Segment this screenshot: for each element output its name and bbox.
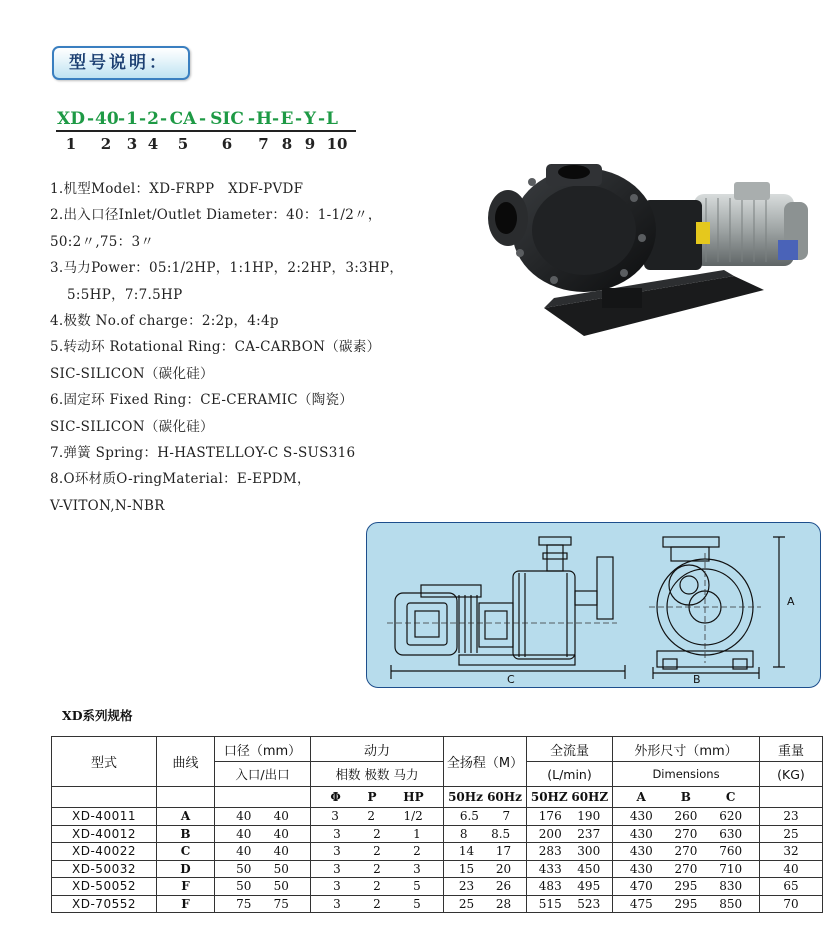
cell-caliber — [215, 843, 311, 861]
cell-dim-b: 270 — [674, 861, 698, 876]
code-number: 2 — [100, 135, 112, 153]
drawing-lines — [367, 523, 821, 688]
cell-dim-c: 760 — [719, 844, 743, 859]
header-power-sub: 相数 极数 马力 — [311, 762, 444, 787]
cell-flow — [527, 895, 613, 913]
cell-weight: 40 — [760, 860, 823, 878]
table-row — [52, 843, 823, 861]
cell-flow — [527, 843, 613, 861]
cell-inlet: 50 — [236, 879, 252, 894]
code-part: XD — [57, 109, 85, 129]
code-part: L — [326, 109, 338, 129]
cell-head — [444, 895, 527, 913]
header-model: 型式 — [52, 737, 157, 787]
code-dash: - — [86, 109, 95, 129]
cell-hp: 1 — [413, 826, 421, 841]
cell-weight: 70 — [760, 895, 823, 913]
cell-curve: B — [157, 825, 215, 843]
cell-dim-b: 270 — [674, 844, 698, 859]
table-row — [52, 878, 823, 896]
desc-line: 3.马力Power：05:1/2HP，1:1HP，2:2HP，3:3HP， — [50, 260, 404, 277]
cell-flow — [527, 860, 613, 878]
code-number: 8 — [281, 135, 293, 153]
cell-dim-b: 270 — [674, 826, 698, 841]
unit-power — [311, 787, 444, 808]
dim-label-a: A — [787, 595, 795, 608]
cell-outlet: 50 — [273, 861, 289, 876]
cell-dims — [613, 895, 760, 913]
dim-label-b: B — [693, 673, 701, 686]
cell-head60: 8.5 — [491, 826, 511, 841]
table-row — [52, 825, 823, 843]
cell-head60: 26 — [495, 879, 512, 894]
cell-flow50: 515 — [538, 896, 562, 911]
cell-pole: 2 — [367, 809, 375, 824]
cell-curve: D — [157, 860, 215, 878]
cell-dim-a: 430 — [629, 861, 653, 876]
code-underline — [56, 130, 356, 132]
cell-flow50: 283 — [538, 844, 562, 859]
unit-cell-empty — [215, 787, 311, 808]
cell-dim-c: 620 — [719, 809, 743, 824]
cell-inlet: 40 — [236, 826, 252, 841]
desc-line: 6.固定环 Fixed Ring：CE-CERAMIC（陶瓷） — [50, 392, 354, 409]
unit-cell-empty — [52, 787, 157, 808]
cell-pole: 2 — [373, 879, 381, 894]
cell-flow60: 190 — [577, 809, 601, 824]
desc-line: 2.出入口径Inlet/Outlet Diameter：40：1-1/2〃， — [50, 207, 382, 224]
code-number: 9 — [304, 135, 316, 153]
cell-phase: 3 — [333, 844, 341, 859]
cell-power — [311, 808, 444, 826]
code-dash: - — [159, 109, 168, 129]
cell-dim-b: 295 — [674, 879, 698, 894]
cell-phase: 3 — [333, 861, 341, 876]
cell-head50: 23 — [458, 879, 475, 894]
cell-outlet: 40 — [273, 826, 289, 841]
spec-table — [51, 736, 823, 913]
cell-phase: 3 — [331, 809, 339, 824]
cell-head50: 6.5 — [459, 809, 479, 824]
cell-power — [311, 843, 444, 861]
header-caliber: 口径（mm） — [215, 737, 311, 762]
code-dash: - — [317, 109, 326, 129]
unit-head60: 60Hz — [487, 790, 522, 804]
cell-flow60: 300 — [577, 844, 601, 859]
cell-inlet: 40 — [236, 844, 252, 859]
cell-dims — [613, 878, 760, 896]
unit-flow — [527, 787, 613, 808]
unit-pole: P — [367, 790, 377, 804]
cell-dims — [613, 843, 760, 861]
unit-flow50: 50HZ — [530, 790, 568, 804]
header-weight-sub: (KG) — [760, 762, 823, 787]
code-part: SIC — [210, 109, 244, 129]
header-caliber-sub: 入口/出口 — [215, 762, 311, 787]
cell-hp: 3 — [413, 861, 421, 876]
cell-head60: 17 — [495, 844, 512, 859]
cell-caliber — [215, 895, 311, 913]
cell-head — [444, 843, 527, 861]
cell-dim-a: 475 — [629, 896, 653, 911]
cell-dim-c: 710 — [719, 861, 743, 876]
dimension-drawing — [366, 522, 821, 688]
header-curve: 曲线 — [157, 737, 215, 787]
cell-head60: 7 — [502, 809, 511, 824]
cell-weight: 25 — [760, 825, 823, 843]
desc-line: 5:5HP，7:7.5HP — [67, 286, 183, 303]
cell-phase: 3 — [333, 896, 341, 911]
cell-caliber — [215, 825, 311, 843]
section-title: 型号说明： — [52, 46, 190, 80]
cell-inlet: 50 — [236, 861, 252, 876]
cell-flow50: 483 — [538, 879, 562, 894]
code-part: 40 — [95, 109, 119, 129]
unit-dims — [613, 787, 760, 808]
cell-weight: 65 — [760, 878, 823, 896]
desc-line: SIC-SILICON（碳化硅） — [50, 418, 214, 435]
cell-model: XD-40011 — [52, 808, 157, 826]
unit-a: A — [636, 790, 646, 804]
unit-b: B — [680, 790, 691, 804]
cell-dims — [613, 860, 760, 878]
desc-line: V-VITON,N-NBR — [50, 497, 165, 514]
cell-head50: 15 — [458, 861, 475, 876]
desc-line: 7.弹簧 Spring：H-HASTELLOY-C S-SUS316 — [50, 445, 356, 462]
cell-caliber — [215, 808, 311, 826]
code-dash: - — [271, 109, 280, 129]
cell-power — [311, 860, 444, 878]
desc-line: 50:2〃,75：3〃 — [50, 233, 155, 250]
cell-caliber — [215, 878, 311, 896]
code-number: 1 — [65, 135, 77, 153]
cell-flow60: 523 — [577, 896, 601, 911]
cell-dim-a: 430 — [629, 826, 653, 841]
unit-cell-empty — [760, 787, 823, 808]
cell-pole: 2 — [373, 826, 381, 841]
cell-head50: 14 — [458, 844, 475, 859]
cell-dim-c: 630 — [719, 826, 743, 841]
header-dims-sub: Dimensions — [613, 762, 760, 787]
cell-outlet: 40 — [273, 844, 289, 859]
cell-dim-c: 830 — [719, 879, 743, 894]
cell-model: XD-40022 — [52, 843, 157, 861]
cell-model: XD-50052 — [52, 878, 157, 896]
code-number: 6 — [221, 135, 233, 153]
cell-caliber — [215, 860, 311, 878]
cell-head60: 20 — [495, 861, 512, 876]
cell-head60: 28 — [495, 896, 512, 911]
cell-power — [311, 895, 444, 913]
pump-product-image — [484, 158, 814, 348]
code-part: Y — [303, 109, 317, 129]
cell-hp: 5 — [413, 879, 421, 894]
cell-dim-a: 470 — [629, 879, 653, 894]
cell-head50: 8 — [459, 826, 468, 841]
unit-head — [444, 787, 527, 808]
model-code-numbers — [56, 136, 356, 152]
code-part: 2 — [147, 109, 159, 129]
cell-outlet: 75 — [273, 896, 289, 911]
code-dash: - — [117, 109, 126, 129]
cell-head — [444, 878, 527, 896]
cell-curve: F — [157, 878, 215, 896]
cell-flow60: 495 — [577, 879, 601, 894]
model-description — [50, 176, 490, 519]
spec-rows — [52, 808, 823, 913]
cell-outlet: 40 — [273, 809, 289, 824]
header-power: 动力 — [311, 737, 444, 762]
cell-inlet: 40 — [236, 809, 252, 824]
header-flow: 全流量 — [527, 737, 613, 762]
cell-flow — [527, 825, 613, 843]
cell-flow — [527, 878, 613, 896]
dim-label-c: C — [507, 673, 515, 686]
unit-cell-empty — [157, 787, 215, 808]
cell-head — [444, 808, 527, 826]
cell-dims — [613, 808, 760, 826]
cell-power — [311, 878, 444, 896]
code-part: H — [256, 109, 273, 129]
desc-line: 5.转动环 Rotational Ring：CA-CARBON（碳素） — [50, 339, 381, 356]
code-number: 7 — [258, 135, 269, 153]
cell-head50: 25 — [458, 896, 475, 911]
cell-model: XD-40012 — [52, 825, 157, 843]
cell-phase: 3 — [333, 879, 341, 894]
cell-head — [444, 825, 527, 843]
cell-dim-b: 260 — [674, 809, 698, 824]
code-dash: - — [198, 109, 207, 129]
code-number: 5 — [177, 135, 189, 153]
cell-hp: 5 — [413, 896, 421, 911]
cell-dim-c: 850 — [719, 896, 743, 911]
code-dash: - — [247, 109, 256, 129]
code-part: CA — [169, 109, 197, 129]
cell-hp: 1/2 — [403, 809, 423, 824]
unit-hp: HP — [403, 790, 424, 804]
cell-phase: 3 — [333, 826, 341, 841]
unit-c: C — [725, 790, 736, 804]
header-dims: 外形尺寸（mm） — [613, 737, 760, 762]
series-title: XD系列规格 — [62, 708, 133, 723]
desc-line: 1.机型Model：XD-FRPP XDF-PVDF — [50, 181, 304, 197]
desc-line: SIC-SILICON（碳化硅） — [50, 365, 214, 382]
table-row — [52, 808, 823, 826]
unit-head50: 50Hz — [448, 790, 483, 804]
cell-model: XD-50032 — [52, 860, 157, 878]
cell-weight: 32 — [760, 843, 823, 861]
code-number: 4 — [147, 135, 159, 153]
cell-pole: 2 — [373, 861, 381, 876]
unit-flow60: 60HZ — [571, 790, 609, 804]
unit-phase: Φ — [330, 790, 341, 804]
cell-curve: A — [157, 808, 215, 826]
cell-outlet: 50 — [273, 879, 289, 894]
cell-flow60: 237 — [577, 826, 601, 841]
cell-dims — [613, 825, 760, 843]
header-head: 全扬程（M） — [444, 737, 527, 787]
cell-flow50: 433 — [538, 861, 562, 876]
cell-flow60: 450 — [577, 861, 601, 876]
cell-hp: 2 — [413, 844, 421, 859]
cell-model: XD-70552 — [52, 895, 157, 913]
table-row — [52, 860, 823, 878]
cell-flow50: 176 — [538, 809, 562, 824]
cell-curve: F — [157, 895, 215, 913]
cell-weight: 23 — [760, 808, 823, 826]
cell-head — [444, 860, 527, 878]
cell-dim-a: 430 — [629, 844, 653, 859]
cell-power — [311, 825, 444, 843]
cell-pole: 2 — [373, 844, 381, 859]
cell-flow50: 200 — [538, 826, 562, 841]
code-number: 3 — [126, 135, 138, 153]
header-weight: 重量 — [760, 737, 823, 762]
header-flow-sub: (L/min) — [527, 762, 613, 787]
cell-inlet: 75 — [236, 896, 252, 911]
code-part: 1 — [126, 109, 138, 129]
model-code-diagram — [56, 110, 356, 152]
code-dash: - — [138, 109, 147, 129]
code-dash: - — [294, 109, 303, 129]
table-row — [52, 895, 823, 913]
desc-line: 8.O环材质O-ringMaterial：E-EPDM， — [50, 471, 311, 488]
cell-dim-a: 430 — [629, 809, 653, 824]
desc-line: 4.极数 No.of charge：2:2p，4:4p — [50, 313, 279, 330]
cell-pole: 2 — [373, 896, 381, 911]
code-part: E — [280, 109, 294, 129]
model-code-parts — [56, 110, 356, 128]
cell-flow — [527, 808, 613, 826]
cell-dim-b: 295 — [674, 896, 698, 911]
cell-curve: C — [157, 843, 215, 861]
code-number: 10 — [326, 135, 348, 153]
